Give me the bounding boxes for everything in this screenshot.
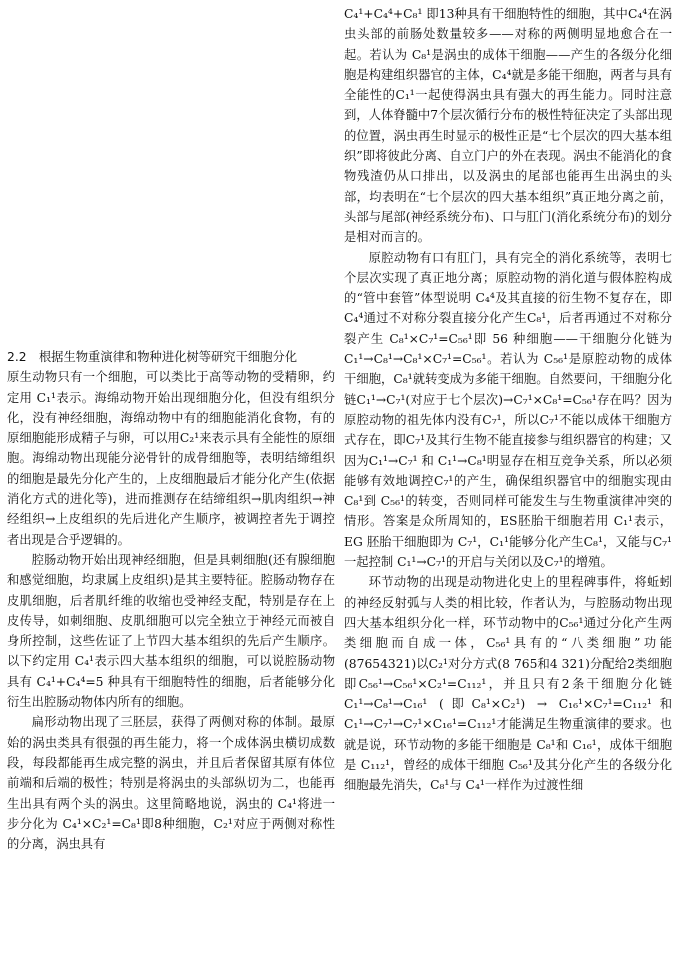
- section-heading: 2.2 根据生物重演律和物种进化树等研究干细胞分化: [7, 350, 298, 364]
- paragraph: C₄¹+C₄⁴+C₈¹ 即13种具有干细胞特性的细胞，其中C₄⁴在涡虫头部的前肠处数量较多——对称的两侧明显地愈合在一起。若认为 C₈¹是涡虫的成体干细胞——产生的各级分化细胞是构建组织器官的主体，C₄⁴就是多能干细胞，两者与具有全能性的C₁¹一起使得涡虫具有强大的再生能力。同时注意到，人体脊髓中7个层次循行分布的极性特征决定了头部出现的位置，涡虫再生时显示的极性正是“七个层次的四大基本组织”即将彼此分离、自立门户的外在表现。涡虫不能消化的食物残渣仍从口排出，以及涡虫的尾部也能再生出涡虫的头部，均表明在“七个层次的四大基本组织”真正地分离之前，头部与尾部(神经系统分布)、口与肛门(消化系统分布)的划分是相对而言的。: [344, 7, 672, 245]
- paragraph: 原腔动物有口有肛门，具有完全的消化系统等，表明七个层次实现了真正地分离；原腔动物的消化道与假体腔构成的“管中套管”体型说明 C₄⁴及其直接的衍生物不复存在，即 C₄⁴通过不对称分裂直接分化产生C₈¹，后者再通过不对称分裂产生 C₈¹×C₇¹=C₅₆¹即 56 种细胞——干细胞分化链为 C₁¹→C₈¹→C₈¹×C₇¹=C₅₆¹。若认为 C₅₆¹是原腔动物的成体干细胞，C₈¹就转变成为多能干细胞。自然要问，干细胞分化链C₁¹→C₇¹(对应于七个层次)→C₇¹×C₈¹=C₅₆¹存在吗？因为原腔动物的祖先体内没有C₇¹，所以C₇¹不能以成体干细胞方式存在，即C₇¹及其行生物不能直接参与组织器官的构建；又因为C₁¹→C₇¹ 和 C₁¹→C₈¹明显存在相互竞争关系，所以必须能够有效地调控C₇¹的产生，确保组织器官中的细胞实现由 C₈¹到 C₅₆¹的转变，否则同样可能发生与生物重演律冲突的情形。答案是众所周知的，ES胚胎干细胞若用 C₁¹表示，EG 胚胎干细胞即为 C₇¹，C₁¹能够分化产生C₈¹，又能与C₇¹一起控制 C₁¹→C₇¹的开启与关闭以及C₇¹的增殖。: [344, 250, 672, 570]
- left-column: [7, 0, 335, 854]
- right-column: [344, 0, 672, 796]
- paragraph: 原生动物只有一个细胞，可以类比于高等动物的受精卵，约定用 C₁¹表示。海绵动物开始出现细胞分化，但没有组织分化，没有神经细胞，海绵动物中有的细胞能消化食物，有的原细胞能形成精子与卵，可以用C₂¹来表示具有全能性的原细胞。海绵动物出现能分泌骨针的成骨细胞等，表明结缔组织的细胞是最先分化产生的，上皮细胞最后才能分化产生(依据消化方式的进化等)，进而推测存在结缔组织→肌肉组织→神经组织→上皮组织的先后进化产生顺序，被调控者先于调控者出现是合乎逻辑的。: [7, 370, 335, 547]
- paragraph: 腔肠动物开始出现神经细胞，但是具刺细胞(还有腺细胞和感觉细胞，均隶属上皮组织)是其主要特征。腔肠动物存在皮肌细胞，后者肌纤维的收缩也受神经支配，特别是存在上皮传导，如刺细胞、皮肌细胞可以完全独立于神经元而被自身所控制，这些佐证了上节四大基本组织的先后产生顺序。以下约定用 C₄¹表示四大基本组织的细胞，可以说腔肠动物具有 C₄¹+C₄⁴=5 种具有干细胞特性的细胞，后者能够分化衍生出腔肠动物体内所有的细胞。: [7, 552, 335, 710]
- paragraph: 扁形动物出现了三胚层，获得了两侧对称的体制。最原始的涡虫类具有很强的再生能力，将一个成体涡虫横切成数段，每段都能再生成完整的涡虫，并且后者保留其原有体位前端和后端的极性；特别是将涡虫的头部纵切为二，也能再生出具有两个头的涡虫。这里简略地说，涡虫的 C₄¹将进一步分化为 C₄¹×C₂¹=C₈¹即8种细胞，C₂¹对应于两侧对称性的分离，涡虫具有: [7, 715, 335, 852]
- paragraph: 环节动物的出现是动物进化史上的里程碑事件，将蚯蚓的神经反射弧与人类的相比较，作者认为，与腔肠动物出现四大基本组织分化一样，环节动物中的C₅₆¹通过分化产生两类细胞而自成一体，C₅₆¹具有的“八类细胞”功能(87654321)以C₂¹对分方式(8 765和4 321)分配给2类细胞即C₅₆¹→C₅₆¹×C₂¹=C₁₁₂¹，并且只有2条干细胞分化链C₁¹→C₈¹→C₁₆¹ (即C₈¹×C₂¹) → C₁₆¹×C₇¹=C₁₁₂¹和C₁¹→C₇¹→C₇¹×C₁₆¹=C₁₁₂¹才能满足生物重演律的要求。也就是说，环节动物的多能干细胞是 C₈¹和 C₁₆¹，成体干细胞是 C₁₁₂¹，曾经的成体干细胞 C₅₆¹及其分化产生的各级分化细胞最先消失，C₈¹与 C₄¹一样作为过渡性细: [344, 575, 672, 793]
